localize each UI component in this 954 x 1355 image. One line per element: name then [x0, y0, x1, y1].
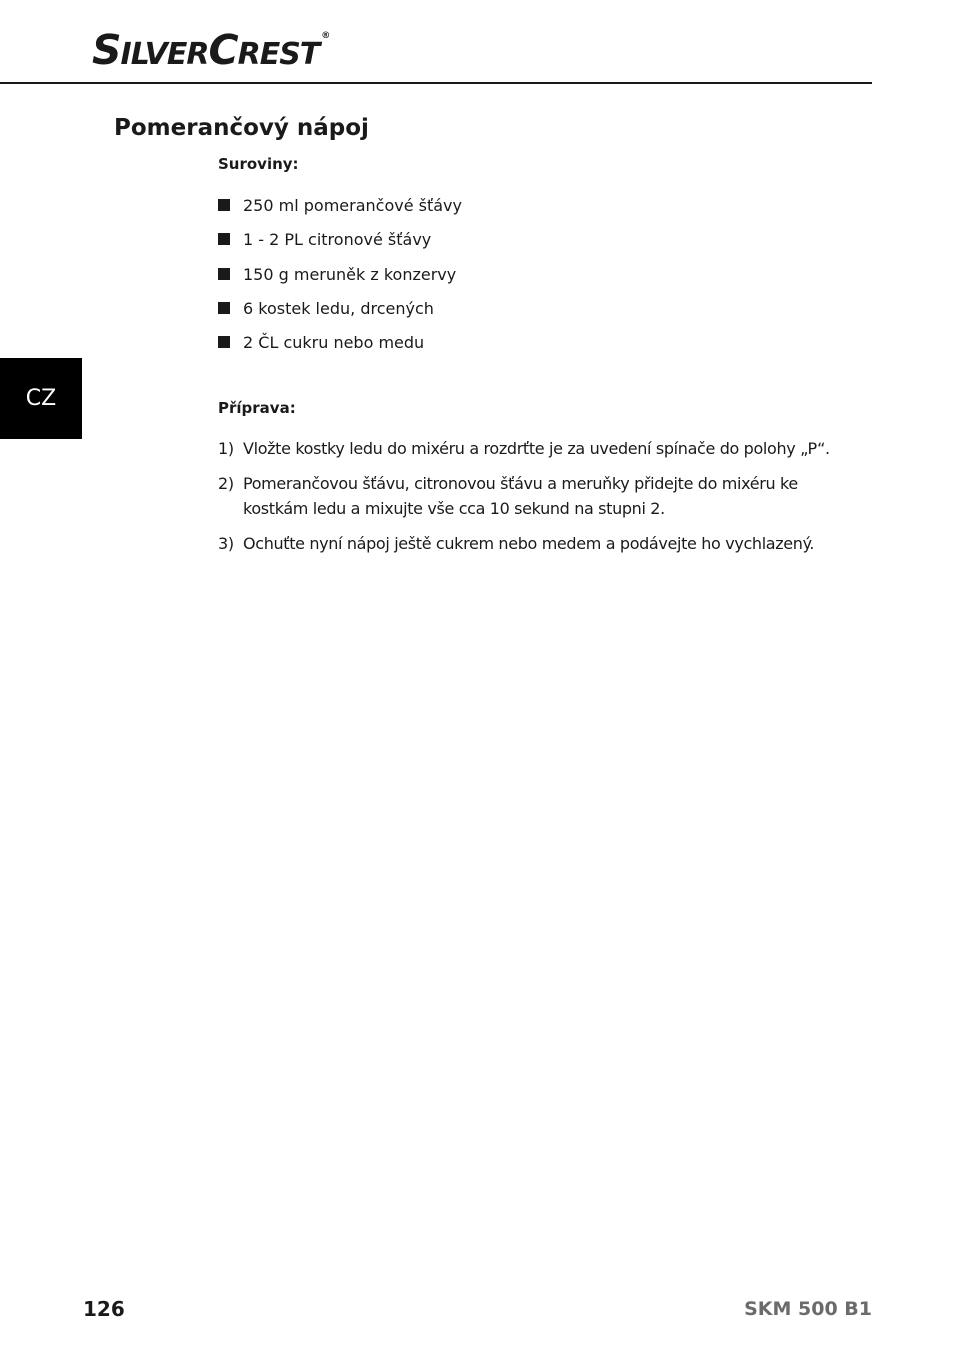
header-divider	[0, 82, 872, 84]
registered-mark: ®	[321, 31, 330, 41]
square-bullet-icon	[218, 199, 230, 211]
square-bullet-icon	[218, 268, 230, 280]
square-bullet-icon	[218, 233, 230, 245]
ingredients-heading: Suroviny:	[218, 155, 299, 173]
preparation-heading: Příprava:	[218, 399, 296, 417]
step-item	[218, 531, 858, 556]
square-bullet-icon	[218, 336, 230, 348]
ingredient-text: 2 ČL cukru nebo medu	[243, 333, 425, 353]
list-item	[218, 331, 462, 365]
step-number: 1)	[218, 439, 234, 458]
brand-logo: SILVERCREST®	[92, 26, 330, 74]
language-tab: CZ	[0, 358, 82, 439]
step-number: 2)	[218, 474, 234, 493]
list-item	[218, 297, 462, 331]
list-item	[218, 228, 462, 262]
ingredient-text: 250 ml pomerančové šťávy	[243, 196, 462, 215]
ingredients-list	[218, 194, 462, 365]
step-text: Vložte kostky ledu do mixéru a rozdrťte je za uvedení spínače do polohy „P“.	[243, 439, 830, 458]
list-item	[218, 194, 462, 228]
page-number: 126	[83, 1297, 125, 1321]
ingredient-text: 6 kostek ledu, drcených	[243, 298, 434, 318]
list-item	[218, 263, 462, 297]
model-number: SKM 500 B1	[744, 1298, 872, 1320]
square-bullet-icon	[218, 302, 230, 314]
step-text: Ochuťte nyní nápoj ještě cukrem nebo medem a podávejte ho vychlazený.	[243, 534, 815, 553]
preparation-steps	[218, 436, 858, 566]
ingredient-text: 150 g meruněk z konzervy	[243, 264, 457, 284]
step-item	[218, 471, 858, 521]
ingredient-text: 1 - 2 PL citronové šťávy	[243, 230, 432, 250]
step-number: 3)	[218, 534, 234, 553]
step-text: Pomerančovou šťávu, citronovou šťávu a meruňky přidejte do mixéru ke kostkám ledu a mixujte vše cca 10 sekund na stupni 2.	[243, 474, 798, 518]
step-item	[218, 436, 858, 461]
page-title: Pomerančový nápoj	[114, 115, 369, 141]
